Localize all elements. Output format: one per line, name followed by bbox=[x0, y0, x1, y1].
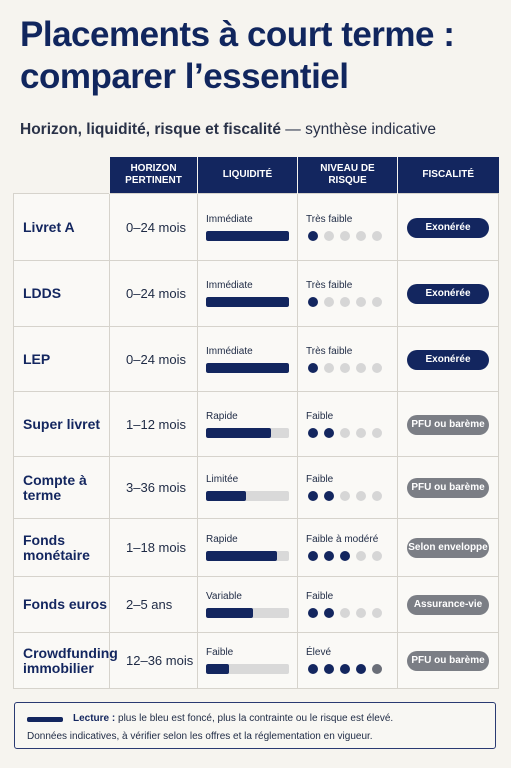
table-row bbox=[14, 633, 499, 689]
risk-dot bbox=[324, 363, 334, 373]
risk-label: Faible bbox=[306, 591, 334, 602]
horizon-value: 2–5 ans bbox=[110, 577, 198, 633]
product-name: Livret A bbox=[14, 194, 110, 261]
risk-dot bbox=[308, 491, 318, 501]
legend-box bbox=[14, 702, 496, 749]
liquidity-label: Rapide bbox=[206, 410, 238, 422]
horizon-value: 0–24 mois bbox=[110, 261, 198, 327]
product-name: Fonds monétaire bbox=[14, 519, 110, 577]
liquidity-bar-fill bbox=[206, 363, 289, 373]
risk-dot bbox=[372, 363, 382, 373]
risk-dot bbox=[340, 664, 350, 674]
liquidity-cell bbox=[198, 392, 298, 457]
risk-dot bbox=[340, 363, 350, 373]
legend-reading-text: plus le bleu est foncé, plus la contrainte ou le risque est élevé. bbox=[115, 713, 394, 724]
risk-dot bbox=[340, 428, 350, 438]
risk-dot bbox=[308, 664, 318, 674]
risk-dot bbox=[372, 664, 382, 674]
liquidity-bar-fill bbox=[206, 231, 289, 241]
tax-badge: PFU ou barème bbox=[407, 415, 489, 435]
risk-dot bbox=[356, 297, 366, 307]
risk-dot bbox=[340, 297, 350, 307]
risk-cell bbox=[298, 261, 398, 327]
risk-dot bbox=[372, 491, 382, 501]
legend-reading bbox=[73, 713, 393, 724]
product-name: LEP bbox=[14, 327, 110, 392]
tax-badge: Exonérée bbox=[407, 218, 489, 238]
risk-dot bbox=[308, 608, 318, 618]
risk-dot bbox=[372, 428, 382, 438]
liquidity-cell bbox=[198, 261, 298, 327]
product-name: Crowdfunding immobilier bbox=[14, 633, 110, 689]
risk-cell bbox=[298, 633, 398, 689]
risk-dot bbox=[340, 231, 350, 241]
liquidity-label: Rapide bbox=[206, 534, 238, 545]
header-horizon: HORIZON PERTINENT bbox=[110, 157, 198, 194]
risk-dot bbox=[372, 551, 382, 561]
liquidity-cell bbox=[198, 457, 298, 519]
page-subtitle bbox=[20, 121, 500, 139]
horizon-value: 1–18 mois bbox=[110, 519, 198, 577]
liquidity-cell bbox=[198, 327, 298, 392]
tax-cell bbox=[398, 261, 499, 327]
liquidity-label: Immédiate bbox=[206, 280, 253, 291]
risk-dot bbox=[340, 608, 350, 618]
risk-dot bbox=[372, 297, 382, 307]
liquidity-cell bbox=[198, 519, 298, 577]
product-name: Super livret bbox=[14, 392, 110, 457]
horizon-value: 12–36 mois bbox=[110, 633, 198, 689]
liquidity-bar-fill bbox=[206, 664, 229, 674]
risk-cell bbox=[298, 457, 398, 519]
risk-label: Faible bbox=[306, 410, 334, 422]
tax-cell bbox=[398, 577, 499, 633]
liquidity-bar-fill bbox=[206, 297, 289, 307]
risk-cell bbox=[298, 519, 398, 577]
tax-badge: Selon enveloppe bbox=[407, 538, 489, 558]
header-blank bbox=[14, 157, 110, 194]
liquidity-bar-fill bbox=[206, 491, 246, 501]
legend-reading-label: Lecture : bbox=[73, 713, 116, 724]
risk-dot bbox=[340, 491, 350, 501]
tax-badge: Exonérée bbox=[407, 284, 489, 304]
risk-dots bbox=[308, 231, 397, 241]
risk-label: Faible à modéré bbox=[306, 534, 379, 545]
risk-dots bbox=[308, 664, 397, 674]
liquidity-label: Faible bbox=[206, 647, 234, 658]
liquidity-bar bbox=[206, 491, 289, 501]
risk-dot bbox=[324, 608, 334, 618]
liquidity-bar bbox=[206, 363, 289, 373]
risk-dot bbox=[308, 297, 318, 307]
header-tax: FISCALITÉ bbox=[398, 157, 499, 194]
tax-cell bbox=[398, 194, 499, 261]
liquidity-bar-fill bbox=[206, 551, 277, 561]
liquidity-bar bbox=[206, 551, 289, 561]
tax-badge: Assurance-vie bbox=[407, 595, 489, 615]
table-header-row bbox=[14, 157, 499, 194]
tax-cell bbox=[398, 327, 499, 392]
risk-dot bbox=[356, 428, 366, 438]
risk-dots bbox=[308, 428, 397, 438]
liquidity-bar bbox=[206, 428, 289, 438]
page-title: Placements à court terme : comparer l’essentiel bbox=[20, 15, 455, 96]
liquidity-label: Limitée bbox=[206, 474, 239, 485]
product-name: LDDS bbox=[14, 261, 110, 327]
tax-cell bbox=[398, 519, 499, 577]
liquidity-bar-fill bbox=[206, 608, 253, 618]
risk-label: Très faible bbox=[306, 213, 353, 225]
tax-badge: Exonérée bbox=[407, 350, 489, 370]
liquidity-label: Immédiate bbox=[206, 345, 253, 357]
risk-dot bbox=[308, 551, 318, 561]
table-body bbox=[14, 194, 499, 689]
table-row bbox=[14, 194, 499, 261]
risk-dot bbox=[372, 608, 382, 618]
risk-label: Faible bbox=[306, 474, 334, 485]
risk-dots bbox=[308, 491, 397, 501]
product-name: Compte à terme bbox=[14, 457, 110, 519]
liquidity-bar-fill bbox=[206, 428, 271, 438]
risk-dot bbox=[324, 491, 334, 501]
liquidity-label: Variable bbox=[206, 591, 242, 602]
risk-dot bbox=[324, 551, 334, 561]
risk-dot bbox=[308, 428, 318, 438]
risk-dot bbox=[356, 491, 366, 501]
table-row bbox=[14, 577, 499, 633]
header-risk: NIVEAU DE RISQUE bbox=[298, 157, 398, 194]
horizon-value: 0–24 mois bbox=[110, 194, 198, 261]
liquidity-cell bbox=[198, 633, 298, 689]
table-row bbox=[14, 327, 499, 392]
tax-cell bbox=[398, 392, 499, 457]
risk-dot bbox=[324, 664, 334, 674]
risk-dot bbox=[324, 297, 334, 307]
horizon-value: 3–36 mois bbox=[110, 457, 198, 519]
risk-cell bbox=[298, 327, 398, 392]
table-row bbox=[14, 457, 499, 519]
subtitle-strong: Horizon, liquidité, risque et fiscalité bbox=[20, 121, 281, 138]
tax-badge: PFU ou barème bbox=[407, 651, 489, 671]
risk-dot bbox=[356, 231, 366, 241]
risk-dot bbox=[356, 608, 366, 618]
header-liquidity: LIQUIDITÉ bbox=[198, 157, 298, 194]
risk-dots bbox=[308, 608, 397, 618]
liquidity-bar bbox=[206, 297, 289, 307]
subtitle-rest: — synthèse indicative bbox=[280, 121, 437, 138]
tax-cell bbox=[398, 633, 499, 689]
liquidity-bar bbox=[206, 664, 289, 674]
table-row bbox=[14, 261, 499, 327]
risk-cell bbox=[298, 392, 398, 457]
risk-label: Très faible bbox=[306, 280, 353, 291]
table-row bbox=[14, 519, 499, 577]
risk-dots bbox=[308, 297, 397, 307]
risk-dot bbox=[356, 363, 366, 373]
risk-dot bbox=[308, 231, 318, 241]
liquidity-cell bbox=[198, 577, 298, 633]
risk-dots bbox=[308, 363, 397, 373]
risk-dot bbox=[324, 428, 334, 438]
liquidity-label: Immédiate bbox=[206, 213, 253, 225]
tax-cell bbox=[398, 457, 499, 519]
risk-cell bbox=[298, 577, 398, 633]
tax-badge: PFU ou barème bbox=[407, 478, 489, 498]
risk-dot bbox=[308, 363, 318, 373]
risk-dot bbox=[372, 231, 382, 241]
product-name: Fonds euros bbox=[14, 577, 110, 633]
horizon-value: 0–24 mois bbox=[110, 327, 198, 392]
comparison-table bbox=[13, 157, 499, 689]
legend-swatch bbox=[27, 717, 63, 722]
risk-dot bbox=[356, 551, 366, 561]
risk-dot bbox=[340, 551, 350, 561]
liquidity-cell bbox=[198, 194, 298, 261]
risk-dot bbox=[324, 231, 334, 241]
risk-label: Élevé bbox=[306, 647, 332, 658]
liquidity-bar bbox=[206, 608, 289, 618]
liquidity-bar bbox=[206, 231, 289, 241]
risk-cell bbox=[298, 194, 398, 261]
horizon-value: 1–12 mois bbox=[110, 392, 198, 457]
risk-dots bbox=[308, 551, 397, 561]
risk-label: Très faible bbox=[306, 345, 353, 357]
risk-dot bbox=[356, 664, 366, 674]
legend-note: Données indicatives, à vérifier selon les offres et la réglementation en vigueur. bbox=[27, 731, 373, 742]
table-row bbox=[14, 392, 499, 457]
